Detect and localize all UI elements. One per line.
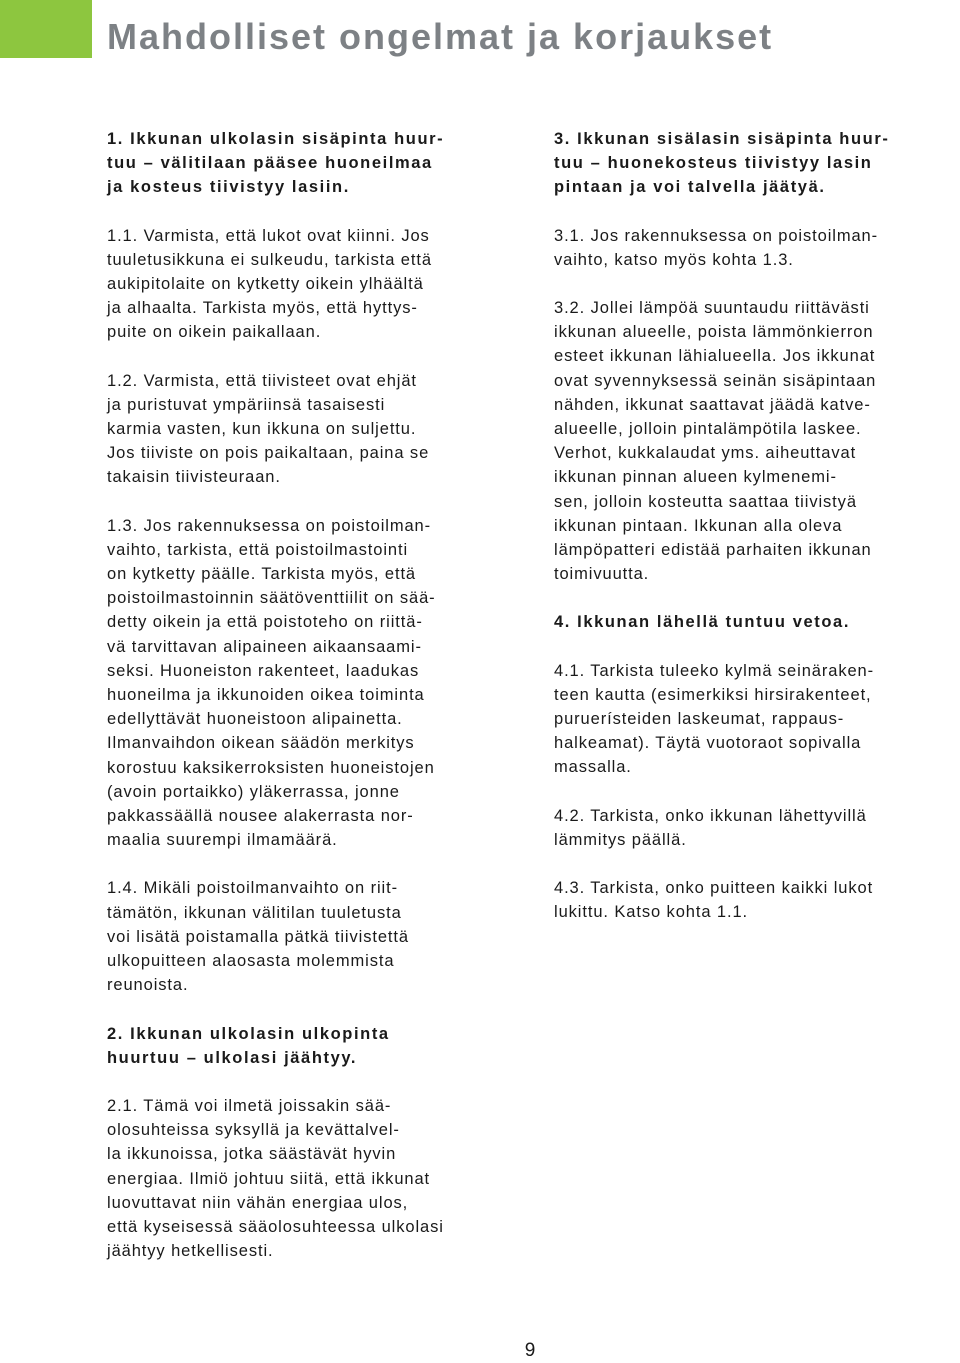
section-1-heading: 1. Ikkunan ulkolasin sisäpinta huur- tuu – välitilaan pääsee huoneilmaa ja kosteus tiivistyy lasiin. bbox=[107, 130, 445, 197]
paragraph-1-1: 1.1. Varmista, että lukot ovat kiinni. Jos tuuletusikkuna ei sulkeudu, tarkista että aukipitolaite on kytketty oikein ylhäältä ja alhaalta. Tarkista myös, että hyttys- puite on oikein paikallaan. bbox=[107, 226, 432, 342]
paragraph-1-2: 1.2. Varmista, että tiivisteet ovat ehjät ja puristuvat ympäriinsä tasaisesti karmia vasten, kun ikkuna on suljettu. Jos tiiviste on pois paikaltaan, paina se takaisin tiivisteuraan. bbox=[107, 371, 430, 487]
accent-bar bbox=[0, 0, 92, 58]
paragraph-2-1: 2.1. Tämä voi ilmetä joissakin sää- olosuhteissa syksyllä ja kevättalvel- la ikkunoissa, jotka säästävät hyvin energiaa. Ilmiö johtuu siitä, että ikkunat luovuttavat niin vähän energiaa ulos, että kyseisessä sääolosuhteessa ulkolasi jäähtyy hetkellisesti. bbox=[107, 1096, 444, 1261]
page-title: Mahdolliset ongelmat ja korjaukset bbox=[107, 16, 774, 57]
section-4-heading: 4. Ikkunan lähellä tuntuu vetoa. bbox=[554, 613, 851, 632]
paragraph-3-2: 3.2. Jollei lämpöä suuntaudu riittävästi ikkunan alueelle, poista lämmönkierron esteet ikkunan lähialueella. Jos ikkunat ovat syvennyksessä seinän sisäpintaan nähden, ikkunat saattavat jäädä katve- alueelle, jolloin pintalämpötila laskee. Verhot, kukkalaudat yms. aiheuttavat ikkunan pinnan alueen kylmenemi- sen, jolloin kosteutta saattaa tiivistyä ikkunan pintaan. Ikkunan alla oleva lämpöpatteri edistää parhaiten ikkunan toimivuutta. bbox=[554, 299, 877, 584]
paragraph-4-1: 4.1. Tarkista tuleeko kylmä seinäraken- teen kautta (esimerkiksi hirsirakenteet, puruerísteiden laskeumat, rappaus- halkeamat). Täytä vuotoraot sopivalla massalla. bbox=[554, 661, 875, 777]
paragraph-1-4: 1.4. Mikäli poistoilmanvaihto on riit- tämätön, ikkunan välitilan tuuletusta voi lisätä poistamalla pätkä tiivistettä ulkopuitteen alaosasta molemmista reunoista. bbox=[107, 879, 409, 995]
right-column bbox=[554, 127, 959, 948]
paragraph-3-1: 3.1. Jos rakennuksessa on poistoilman- vaihto, katso myös kohta 1.3. bbox=[554, 226, 879, 269]
page-number: 9 bbox=[524, 1340, 536, 1361]
paragraph-1-3: 1.3. Jos rakennuksessa on poistoilman- vaihto, tarkista, että poistoilmastointi on kytketty päälle. Tarkista myös, että poistoilmastoinnin säätöventtiilit on sää- detty oikein ja että poistoteho on riittä- vä tarvittavan alipaineen aikaansaami- seksi. Huoneiston rakenteet, laadukas huoneilma ja ikkunoiden oikea toiminta edellyttävät huoneistoon alipainetta. Ilmanvaihdon oikean säädön merkitys korostuu kaksikerroksisten huoneistojen (avoin portaikko) yläkerrassa, jonne pakkassäällä nousee alakerrasta nor- maalia suurempi ilmamäärä. bbox=[107, 516, 436, 850]
section-2-heading: 2. Ikkunan ulkolasin ulkopinta huurtuu – ulkolasi jäähtyy. bbox=[107, 1024, 390, 1067]
left-column bbox=[107, 127, 527, 1287]
section-3-heading: 3. Ikkunan sisälasin sisäpinta huur- tuu – huonekosteus tiivistyy lasin pintaan ja voi talvella jäätyä. bbox=[554, 130, 890, 197]
paragraph-4-2: 4.2. Tarkista, onko ikkunan lähettyvillä lämmitys päällä. bbox=[554, 806, 867, 849]
paragraph-4-3: 4.3. Tarkista, onko puitteen kaikki lukot lukittu. Katso kohta 1.1. bbox=[554, 879, 874, 922]
